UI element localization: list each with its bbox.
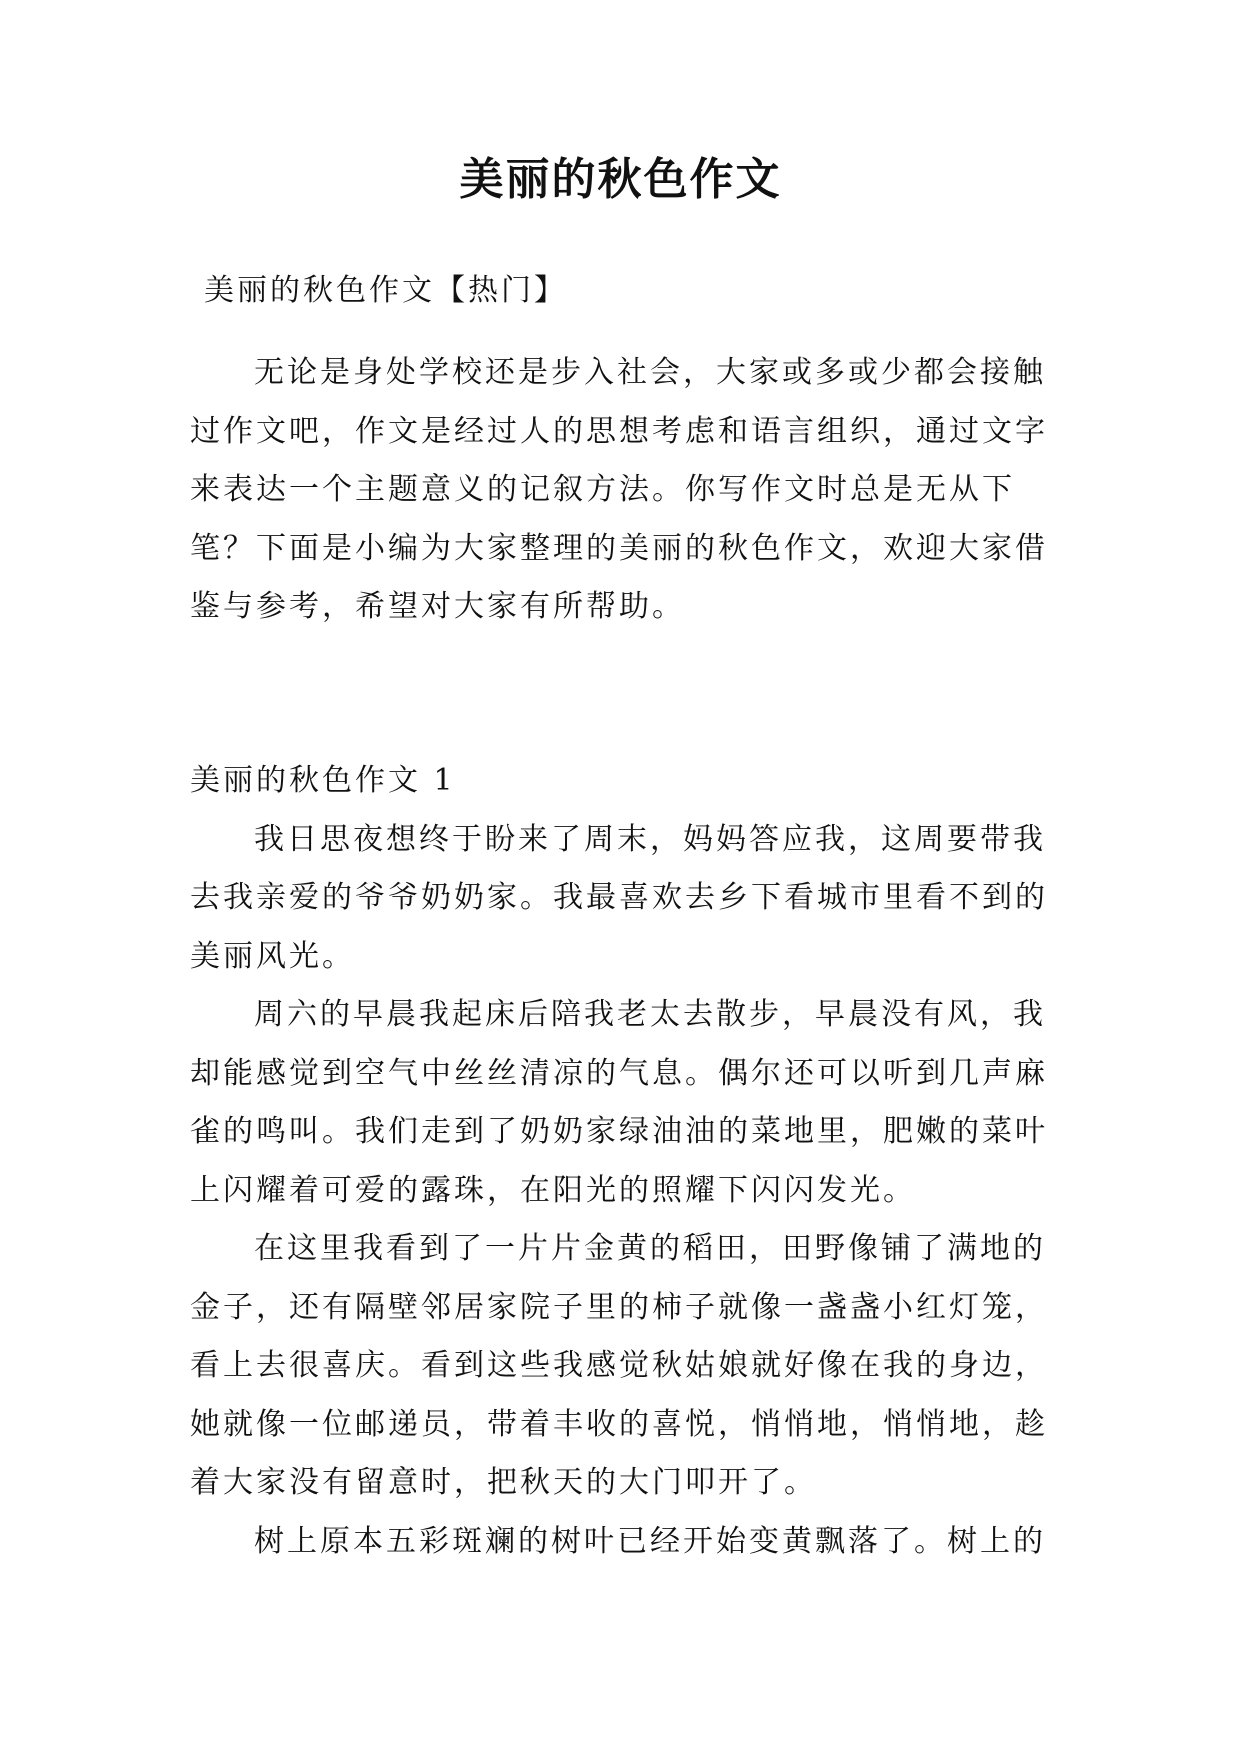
document-title: 美丽的秋色作文 <box>459 154 782 205</box>
essay-paragraph: 周六的早晨我起床后陪我老太去散步，早晨没有风，我却能感觉到空气中丝丝清凉的气息。偶尔还可以听到几声麻雀的鸣叫。我们走到了奶奶家绿油油的菜地里，肥嫩的菜叶上闪耀着可爱的露珠，在阳光的照耀下闪闪发光。 <box>190 997 1048 1208</box>
essay-paragraph: 在这里我看到了一片片金黄的稻田，田野像铺了满地的金子，还有隔壁邻居家院子里的柿子就像一盏盏小红灯笼，看上去很喜庆。看到这些我感觉秋姑娘就好像在我的身边，她就像一位邮递员，带着丰收的喜悦，悄悄地，悄悄地，趁着大家没有留意时，把秋天的大门叩开了。 <box>190 1231 1048 1500</box>
essay-section <box>190 752 1052 1571</box>
intro-block <box>190 344 1052 637</box>
intro-paragraph: 无论是身处学校还是步入社会，大家或多或少都会接触过作文吧，作文是经过人的思想考虑和语言组织，通过文字来表达一个主题意义的记叙方法。你写作文时总是无从下笔？下面是小编为大家整理的美丽的秋色作文，欢迎大家借鉴与参考，希望对大家有所帮助。 <box>190 355 1048 624</box>
subtitle-text: 美丽的秋色作文【热门】 <box>204 273 567 308</box>
section-heading: 美丽的秋色作文 1 <box>190 763 456 798</box>
document-subtitle <box>204 262 1066 321</box>
essay-paragraph: 我日思夜想终于盼来了周末，妈妈答应我，这周要带我去我亲爱的爷爷奶奶家。我最喜欢去乡下看城市里看不到的美丽风光。 <box>190 821 1048 974</box>
essay-paragraph: 树上原本五彩斑斓的树叶已经开始变黄飘落了。树上的 <box>254 1523 1046 1559</box>
